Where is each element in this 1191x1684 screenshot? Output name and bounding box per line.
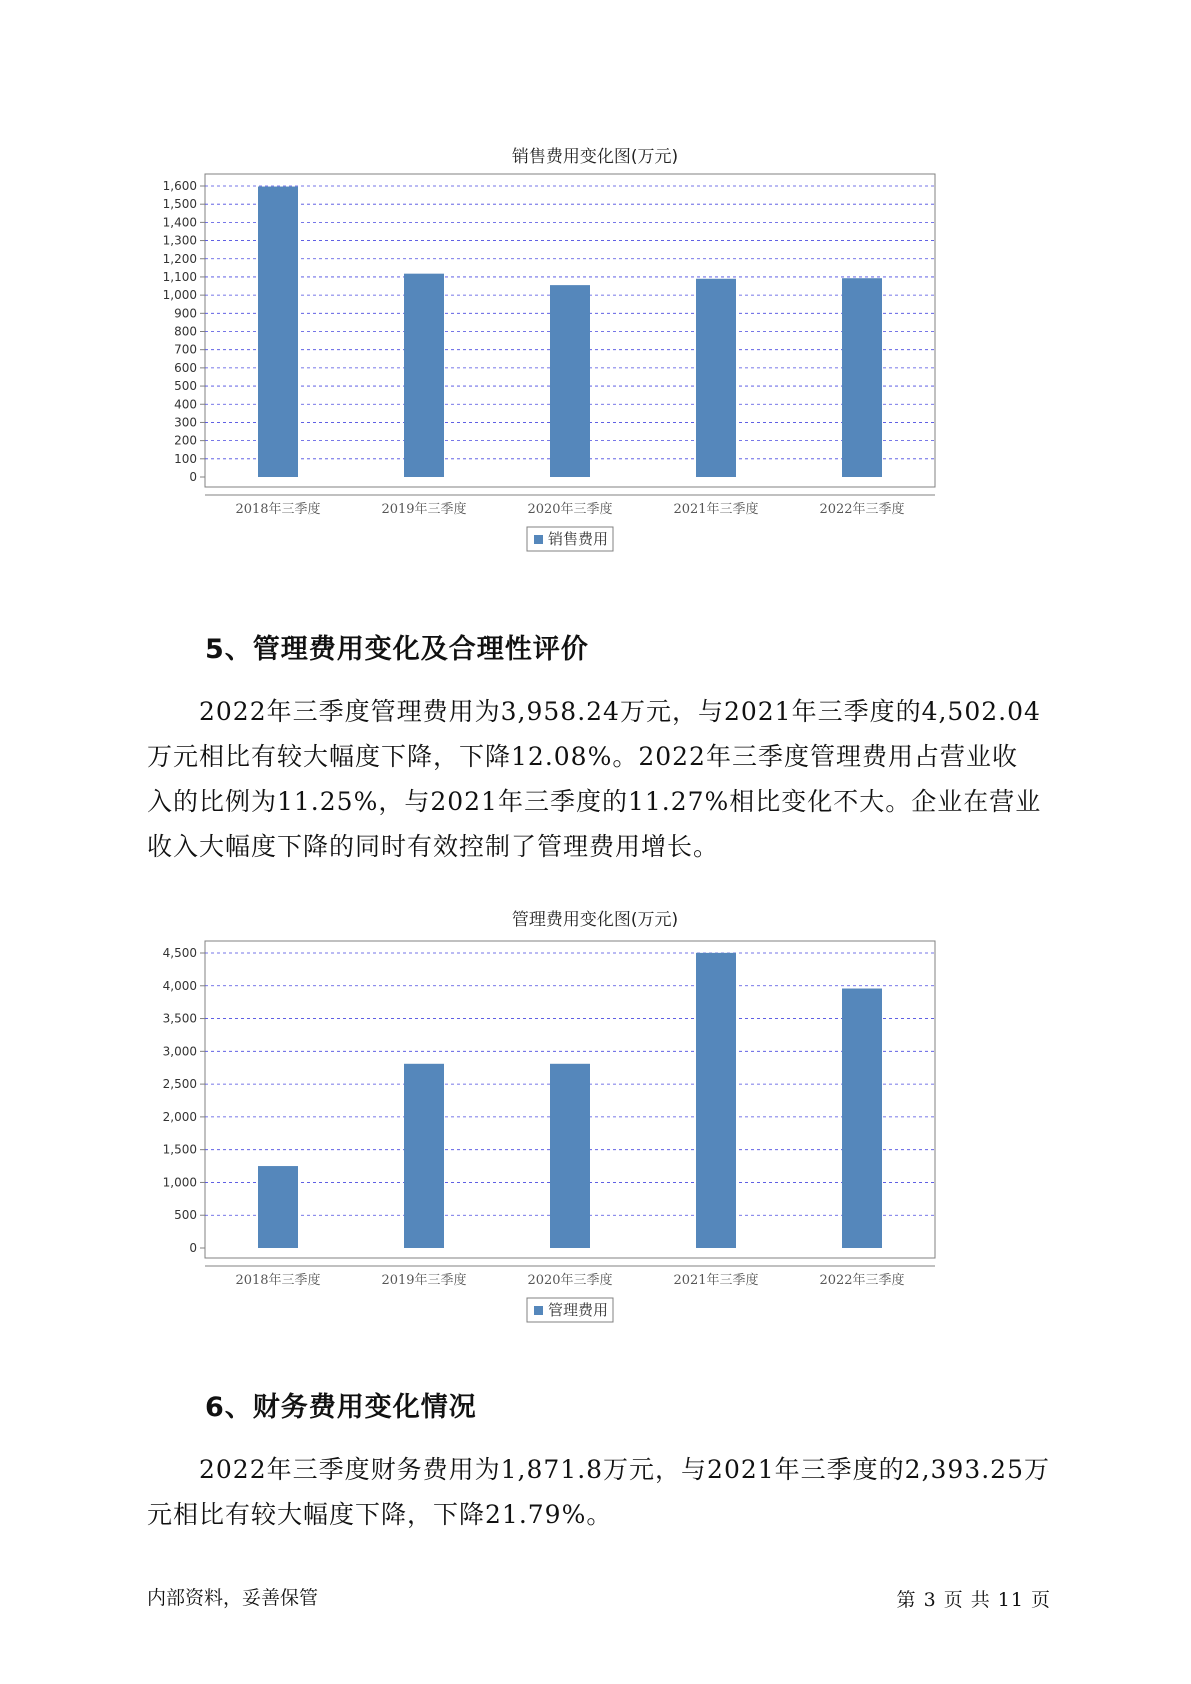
bar <box>696 279 736 477</box>
y-tick-label: 1,200 <box>162 251 197 266</box>
paragraph-line: 万元相比有较大幅度下降，下降12.08%。2022年三季度管理费用占营业收 <box>147 742 1018 771</box>
y-tick-label: 1,500 <box>162 1142 197 1157</box>
bar <box>550 1064 590 1248</box>
y-tick-label: 4,500 <box>162 946 197 960</box>
y-tick-label: 2,000 <box>162 1109 197 1124</box>
x-tick-label: 2021年三季度 <box>673 1273 759 1288</box>
y-tick-label: 500 <box>174 1208 197 1223</box>
legend-label: 销售费用 <box>548 530 609 548</box>
bar <box>404 274 444 477</box>
admin-expense-chart <box>162 893 1020 1323</box>
y-tick-label: 800 <box>174 324 197 339</box>
section-5-heading: 5、管理费用变化及合理性评价 <box>205 634 589 665</box>
legend-label: 管理费用 <box>548 1301 609 1319</box>
y-tick-label: 1,100 <box>162 269 197 284</box>
y-tick-label: 4,000 <box>162 978 197 993</box>
y-tick-label: 0 <box>189 470 197 484</box>
x-tick-label: 2022年三季度 <box>819 1273 905 1288</box>
bar <box>258 1166 298 1248</box>
admin-chart-svg <box>162 893 1020 1323</box>
x-tick-label: 2018年三季度 <box>235 1273 321 1288</box>
y-tick-label: 2,500 <box>162 1077 197 1092</box>
x-tick-label: 2022年三季度 <box>819 502 905 517</box>
y-tick-label: 1,400 <box>162 215 197 230</box>
sales-chart-svg <box>162 130 1020 550</box>
footer-confidential-note: 内部资料，妥善保管 <box>147 1587 319 1609</box>
section-6-paragraph <box>147 1447 1052 1537</box>
y-tick-label: 3,500 <box>162 1011 197 1026</box>
x-tick-label: 2021年三季度 <box>673 502 759 517</box>
bar <box>550 285 590 477</box>
section-6-heading: 6、财务费用变化情况 <box>205 1392 477 1423</box>
y-tick-label: 1,600 <box>162 179 197 193</box>
paragraph-line: 2022年三季度管理费用为3,958.24万元，与2021年三季度的4,502.04 <box>199 697 1041 726</box>
y-tick-label: 1,000 <box>162 288 197 303</box>
y-tick-label: 1,000 <box>162 1175 197 1190</box>
paragraph-line: 2022年三季度财务费用为1,871.8万元，与2021年三季度的2,393.25万 <box>199 1455 1050 1484</box>
y-tick-label: 0 <box>189 1241 197 1255</box>
x-tick-label: 2019年三季度 <box>381 502 467 517</box>
sales-expense-chart <box>162 130 1020 550</box>
chart-title: 销售费用变化图(万元) <box>511 147 679 167</box>
paragraph-line: 入的比例为11.25%，与2021年三季度的11.27%相比变化不大。企业在营业 <box>147 787 1042 816</box>
legend-swatch <box>534 535 543 544</box>
y-tick-label: 1,500 <box>162 197 197 212</box>
y-tick-label: 600 <box>174 360 197 375</box>
x-tick-label: 2020年三季度 <box>527 1273 613 1288</box>
x-tick-label: 2018年三季度 <box>235 502 321 517</box>
y-tick-label: 700 <box>174 342 197 357</box>
legend-swatch <box>534 1306 543 1315</box>
y-tick-label: 100 <box>174 451 197 466</box>
bar <box>696 953 736 1248</box>
x-tick-label: 2020年三季度 <box>527 502 613 517</box>
y-tick-label: 1,300 <box>162 233 197 248</box>
chart-title: 管理费用变化图(万元) <box>511 910 679 930</box>
bar <box>258 187 298 477</box>
footer-page-number: 第 3 页 共 11 页 <box>896 1589 1051 1611</box>
y-tick-label: 300 <box>174 415 197 430</box>
paragraph-line: 元相比有较大幅度下降，下降21.79%。 <box>147 1500 613 1529</box>
bar <box>404 1064 444 1248</box>
y-tick-label: 500 <box>174 379 197 394</box>
paragraph-line: 收入大幅度下降的同时有效控制了管理费用增长。 <box>147 832 720 861</box>
bar <box>842 989 882 1248</box>
y-tick-label: 900 <box>174 306 197 321</box>
bar <box>842 278 882 477</box>
x-tick-label: 2019年三季度 <box>381 1273 467 1288</box>
y-tick-label: 200 <box>174 433 197 448</box>
section-5-paragraph <box>147 689 1052 869</box>
y-tick-label: 400 <box>174 397 197 412</box>
y-tick-label: 3,000 <box>162 1044 197 1059</box>
